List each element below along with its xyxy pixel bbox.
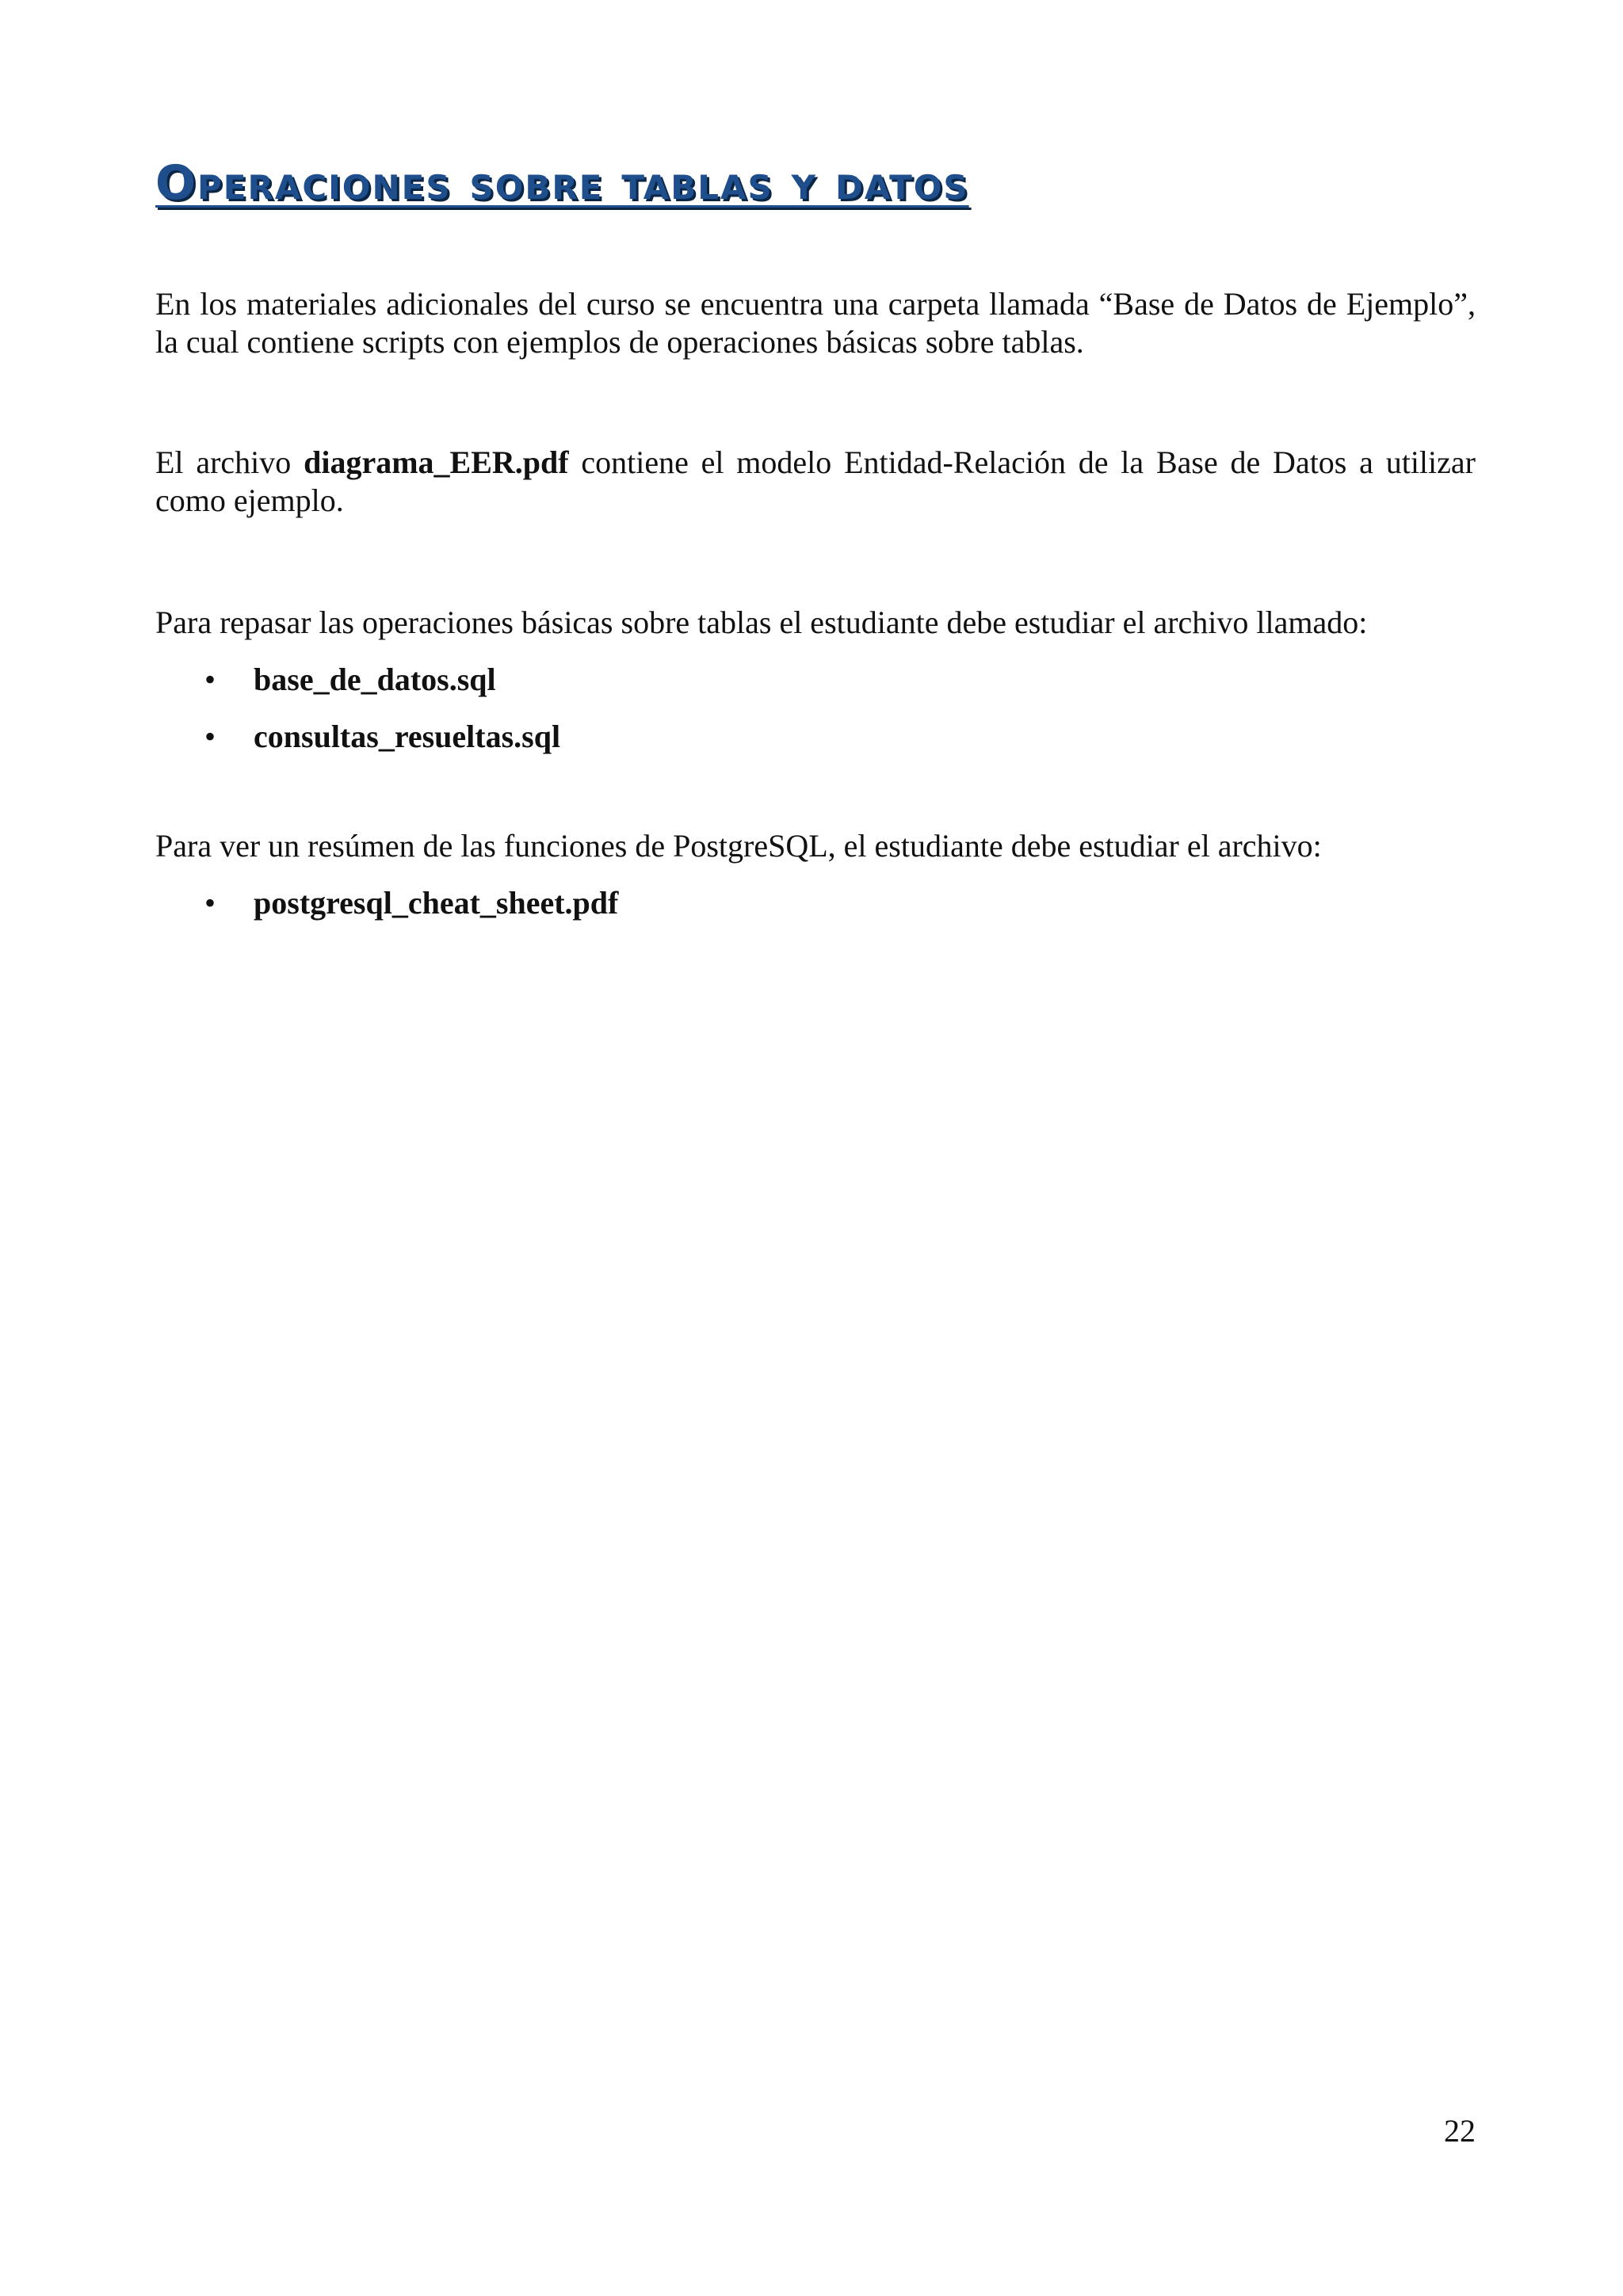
list-item — [155, 884, 618, 922]
bullet-icon: • — [204, 662, 216, 697]
review-paragraph: Para repasar las operaciones básicas sobre tablas el estudiante debe estudiar el archivo llamado: — [155, 605, 1368, 640]
bullet-icon: • — [204, 719, 216, 754]
page-number: 22 — [1444, 2113, 1476, 2149]
list-item — [155, 718, 560, 756]
summary-paragraph: Para ver un resúmen de las funciones de PostgreSQL, el estudiante debe estudiar el archivo: — [155, 828, 1322, 864]
diagram-file-name: diagrama_EER.pdf — [304, 444, 569, 480]
file-name: postgresql_cheat_sheet.pdf — [254, 885, 619, 921]
bullet-icon: • — [204, 885, 216, 921]
file-name: consultas_resueltas.sql — [254, 719, 561, 754]
diagram-paragraph — [155, 444, 1476, 520]
diagram-paragraph-before: El archivo — [155, 444, 304, 480]
summary-file-list — [155, 884, 618, 941]
intro-paragraph: En los materiales adicionales del curso se encuentra una carpeta llamada “Base de Datos de Ejemplo”, la cual contiene scripts con ejemplos de operaciones básicas sobre tablas. — [155, 286, 1476, 360]
section-heading: Operaciones sobre tablas y datos — [155, 155, 969, 211]
review-file-list — [155, 661, 560, 775]
list-item — [155, 661, 560, 699]
file-name: base_de_datos.sql — [254, 662, 496, 697]
diagram-paragraph-after: contiene el modelo Entidad-Relación de la Base de Datos a utilizar como ejemplo. — [155, 444, 1476, 518]
